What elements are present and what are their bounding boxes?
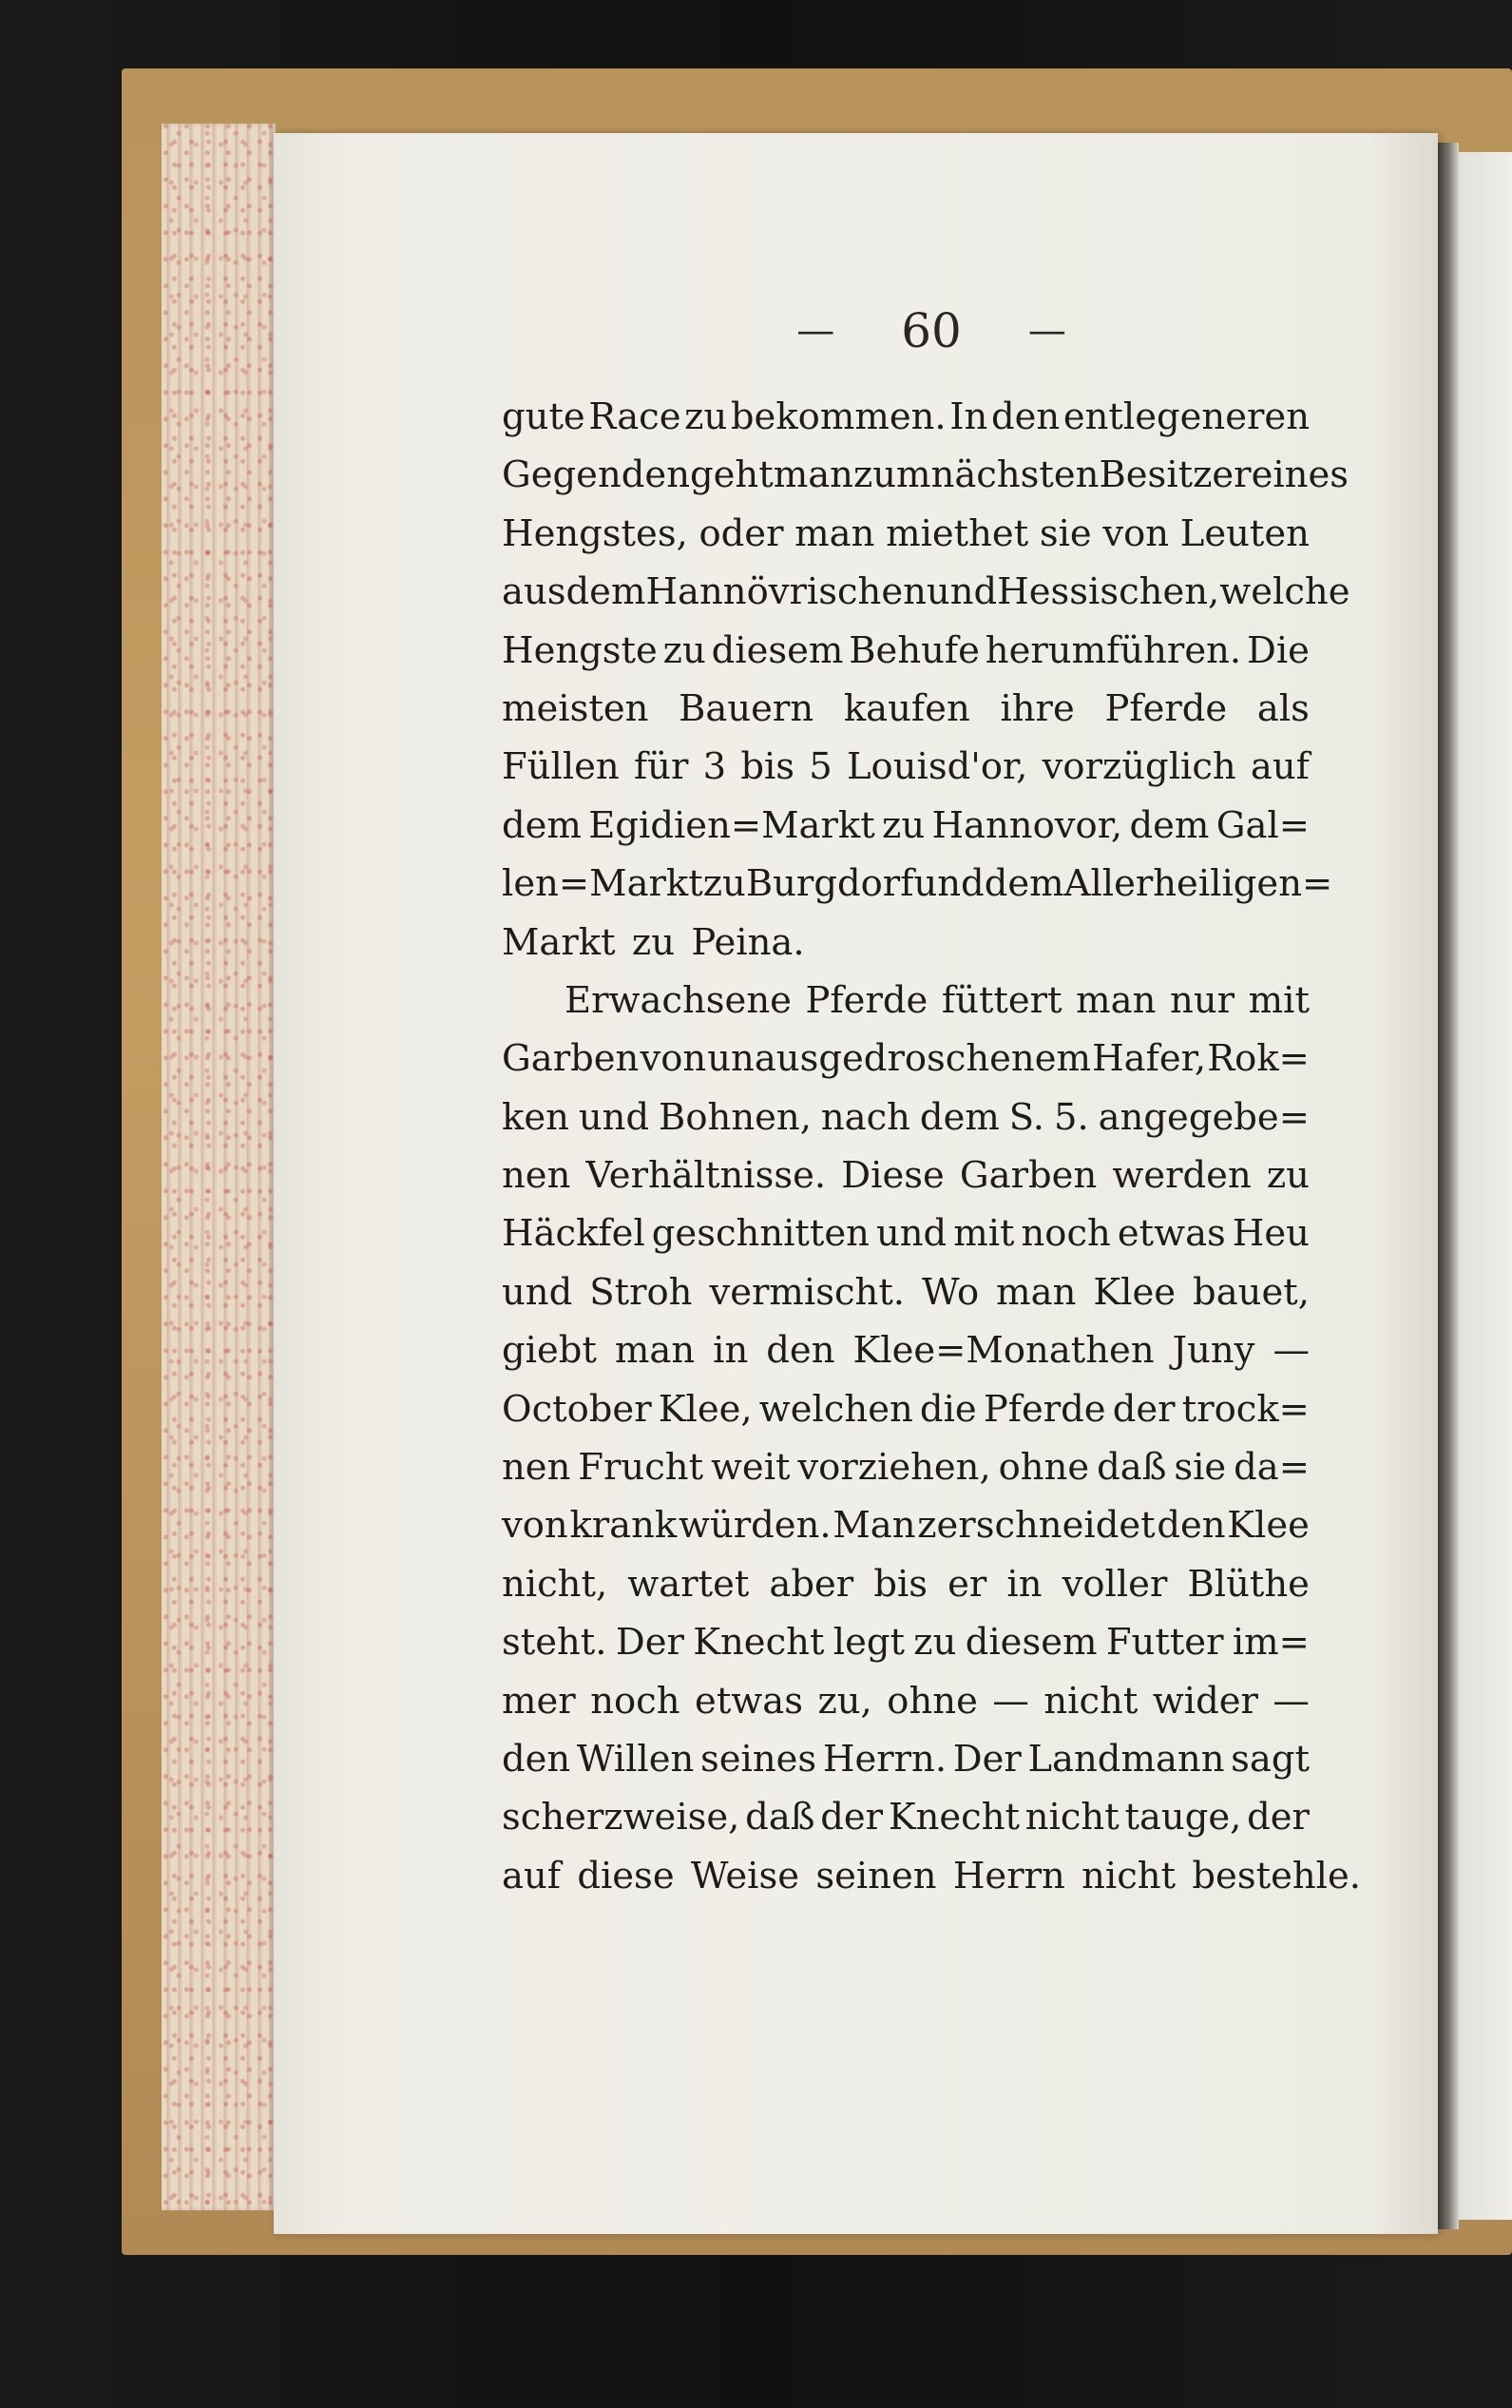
word: — <box>1273 1329 1310 1373</box>
word: auf <box>502 1854 561 1898</box>
word: vorziehen, <box>797 1446 991 1490</box>
text-line <box>502 505 1310 563</box>
word: Garben <box>959 1154 1098 1198</box>
text-line <box>502 797 1310 855</box>
word: dem <box>1129 803 1210 847</box>
word: diesem <box>965 1621 1098 1665</box>
text-line <box>502 1204 1310 1262</box>
word: man <box>794 511 875 555</box>
word: nach <box>820 1095 910 1139</box>
word: gute <box>502 395 585 438</box>
word: weit <box>710 1446 791 1490</box>
word: Knecht <box>693 1621 825 1665</box>
word: scherzweise, <box>502 1796 740 1840</box>
word: Hengstes, <box>502 511 688 555</box>
word: miethet <box>886 511 1029 555</box>
word: zu <box>684 395 728 438</box>
word: ihre <box>1000 686 1075 730</box>
word: man <box>996 1270 1077 1314</box>
word: und <box>578 1095 650 1139</box>
word: zu <box>702 862 746 906</box>
word: von <box>502 1504 568 1548</box>
word: sie <box>1174 1446 1227 1490</box>
word: bis <box>740 745 795 789</box>
header-dash-left: — <box>796 309 835 353</box>
text-line <box>502 738 1310 796</box>
word: sagt <box>1231 1737 1310 1781</box>
word: Race <box>588 395 681 438</box>
word: sie <box>1039 511 1092 555</box>
word: seines <box>700 1737 817 1781</box>
text-line <box>502 622 1310 680</box>
word: seinen <box>815 1854 937 1898</box>
text-line <box>502 1672 1310 1730</box>
word: entlegeneren <box>1062 395 1310 438</box>
word: daß <box>745 1796 815 1840</box>
word: da= <box>1234 1446 1310 1490</box>
word: kaufen <box>843 686 970 730</box>
word: wartet <box>627 1562 750 1606</box>
word: in <box>1006 1562 1043 1606</box>
word: dem <box>984 862 1064 906</box>
text-line <box>502 1088 1310 1146</box>
word: unausgedroschenem <box>707 1037 1092 1081</box>
word: dem <box>565 570 646 614</box>
word: — <box>1273 1679 1310 1723</box>
word: Klee <box>1227 1504 1310 1548</box>
word: bis <box>873 1562 928 1606</box>
text-line <box>502 680 1310 738</box>
word: zu <box>662 628 706 672</box>
word: Willen <box>576 1737 695 1781</box>
word: legt <box>833 1621 905 1665</box>
word: Landmann <box>1027 1737 1225 1781</box>
word: der <box>820 1796 884 1840</box>
word: Burgdorf <box>745 862 914 906</box>
word: Gal= <box>1215 803 1310 847</box>
book-gutter <box>1438 143 1459 2229</box>
word: in <box>713 1329 749 1373</box>
word: Klee <box>1093 1270 1177 1314</box>
word: würden. <box>678 1504 832 1548</box>
word: Garben <box>502 1037 640 1081</box>
word: Herrn. <box>822 1737 947 1781</box>
word: nicht <box>1024 1796 1120 1840</box>
word: und <box>502 1270 573 1314</box>
word: zu <box>882 803 926 847</box>
word: Erwachsene <box>565 978 792 1022</box>
word: nicht <box>1043 1679 1139 1723</box>
word: er <box>947 1562 987 1606</box>
word: October <box>502 1387 652 1431</box>
word: len=Markt <box>502 862 703 906</box>
word: werden <box>1112 1154 1252 1198</box>
word: Heu <box>1232 1212 1310 1256</box>
text-line <box>502 1496 1310 1554</box>
word: Der <box>615 1621 684 1665</box>
word: dem <box>502 803 582 847</box>
text-line <box>502 972 1310 1030</box>
word: zu, <box>817 1679 872 1723</box>
word: man <box>1076 978 1157 1022</box>
word: und <box>875 1212 947 1256</box>
word: Rok= <box>1207 1037 1310 1081</box>
word: trock= <box>1181 1387 1310 1431</box>
word: giebt <box>502 1329 597 1373</box>
text-line <box>502 563 1350 621</box>
text-line <box>502 1321 1310 1379</box>
word: Egidien=Markt <box>588 803 875 847</box>
word: nur <box>1170 978 1235 1022</box>
word: Pferde <box>1104 686 1228 730</box>
word: bekommen. <box>730 395 947 438</box>
word: nicht <box>1081 1854 1177 1898</box>
word: Pferde <box>983 1387 1106 1431</box>
text-line <box>502 446 1349 504</box>
word: Juny <box>1172 1329 1255 1373</box>
word: Peina. <box>691 920 805 964</box>
header-dash-right: — <box>1027 309 1066 353</box>
body-text <box>502 388 1361 1905</box>
word: oder <box>699 511 784 555</box>
word: Futter <box>1105 1621 1224 1665</box>
text-line <box>502 1555 1310 1613</box>
word: Klee=Monathen <box>852 1329 1155 1373</box>
text-line <box>502 914 1310 972</box>
word: angegebe= <box>1098 1095 1310 1139</box>
word: und <box>926 570 998 614</box>
text-line <box>502 388 1310 446</box>
word: bauet, <box>1193 1270 1310 1314</box>
word: noch <box>590 1679 680 1723</box>
word: der <box>1247 1796 1310 1840</box>
word: Allerheiligen= <box>1063 862 1333 906</box>
text-line <box>502 1380 1310 1438</box>
word: vorzüglich <box>1042 745 1236 789</box>
word: welchen <box>758 1387 913 1431</box>
word: voller <box>1062 1562 1168 1606</box>
word: Behufe <box>849 628 980 672</box>
word: bestehle. <box>1192 1854 1361 1898</box>
word: Besitzer <box>1099 453 1252 497</box>
word: tauge, <box>1124 1796 1242 1840</box>
word: Hannovor, <box>931 803 1123 847</box>
word: In <box>949 395 988 438</box>
word: Häckfel <box>502 1212 645 1256</box>
word: den <box>502 1737 571 1781</box>
page-edges <box>162 124 276 2210</box>
word: wider <box>1152 1679 1258 1723</box>
word: zu <box>1266 1154 1310 1198</box>
word: 3 <box>702 745 727 789</box>
word: Bauern <box>679 686 814 730</box>
word: von <box>1102 511 1170 555</box>
word: noch <box>1021 1212 1111 1256</box>
word: nen <box>502 1446 571 1490</box>
word: steht. <box>502 1621 607 1665</box>
word: Pferde <box>805 978 928 1022</box>
word: aber <box>769 1562 854 1606</box>
word: Bohnen, <box>659 1095 812 1139</box>
word: 5. <box>1053 1095 1089 1139</box>
word: Weise <box>690 1854 799 1898</box>
word: mit <box>1248 978 1310 1022</box>
word: zu <box>913 1621 957 1665</box>
page-number: 60 <box>901 303 962 358</box>
word: Verhältnisse. <box>585 1154 827 1198</box>
word: füttert <box>941 978 1062 1022</box>
word: Der <box>952 1737 1022 1781</box>
page-header <box>732 302 1131 359</box>
word: Hannövrischen <box>645 570 927 614</box>
word: Markt <box>502 920 616 964</box>
word: Hessischen, <box>997 570 1220 614</box>
text-line <box>502 1613 1310 1671</box>
word: Herrn <box>952 1854 1065 1898</box>
word: dem <box>919 1095 1000 1139</box>
word: diese <box>577 1854 675 1898</box>
word: mer <box>502 1679 576 1723</box>
word: herumführen. <box>985 628 1242 672</box>
word: diesem <box>711 628 844 672</box>
text-line <box>502 1847 1361 1905</box>
word: Gegenden <box>502 453 690 497</box>
word: Hengste <box>502 628 658 672</box>
word: Klee, <box>658 1387 753 1431</box>
word: geht <box>690 453 774 497</box>
text-line <box>502 1263 1310 1321</box>
word: etwas <box>695 1679 803 1723</box>
word: Blüthe <box>1187 1562 1310 1606</box>
word: nächsten <box>930 453 1100 497</box>
word: aus <box>502 570 566 614</box>
word: Die <box>1247 628 1310 672</box>
word: Hafer, <box>1092 1037 1207 1081</box>
word: zu <box>631 920 675 964</box>
word: den <box>1157 1504 1226 1548</box>
word: auf <box>1250 745 1310 789</box>
text-line <box>502 1438 1310 1496</box>
word: geschnitten <box>651 1212 870 1256</box>
word: Louisd'or, <box>846 745 1028 789</box>
next-page-edge <box>1459 152 1512 2220</box>
word: man <box>773 453 853 497</box>
word: und <box>913 862 985 906</box>
text-line <box>502 855 1333 913</box>
word: ken <box>502 1095 569 1139</box>
word: als <box>1256 686 1310 730</box>
word: S. <box>1008 1095 1045 1139</box>
word: die <box>919 1387 977 1431</box>
word: zum <box>852 453 931 497</box>
word: ohne <box>998 1446 1090 1490</box>
word: Man <box>833 1504 916 1548</box>
text-line <box>502 1030 1310 1088</box>
word: Füllen <box>502 745 620 789</box>
word: nicht, <box>502 1562 608 1606</box>
text-line <box>502 1146 1310 1204</box>
word: Leuten <box>1179 511 1310 555</box>
text-line <box>502 1788 1310 1846</box>
word: im= <box>1232 1621 1310 1665</box>
word: 5 <box>809 745 833 789</box>
word: Frucht <box>578 1446 704 1490</box>
text-line <box>502 1730 1310 1788</box>
word: man <box>614 1329 696 1373</box>
word: mit <box>953 1212 1015 1256</box>
word: für <box>633 745 689 789</box>
word: den <box>766 1329 835 1373</box>
word: Knecht <box>888 1796 1021 1840</box>
word: von <box>640 1037 707 1081</box>
word: daß <box>1097 1446 1167 1490</box>
word: ohne <box>887 1679 978 1723</box>
word: Stroh <box>589 1270 693 1314</box>
word: meisten <box>502 686 649 730</box>
word: eines <box>1251 453 1349 497</box>
word: welche <box>1219 570 1350 614</box>
word: nen <box>502 1154 571 1198</box>
word: krank <box>569 1504 678 1548</box>
word: den <box>990 395 1061 438</box>
word: Wo <box>922 1270 980 1314</box>
word: — <box>992 1679 1029 1723</box>
word: vermischt. <box>709 1270 906 1314</box>
word: etwas <box>1117 1212 1226 1256</box>
word: der <box>1112 1387 1176 1431</box>
word: zerschneidet <box>917 1504 1156 1548</box>
word: Diese <box>841 1154 945 1198</box>
